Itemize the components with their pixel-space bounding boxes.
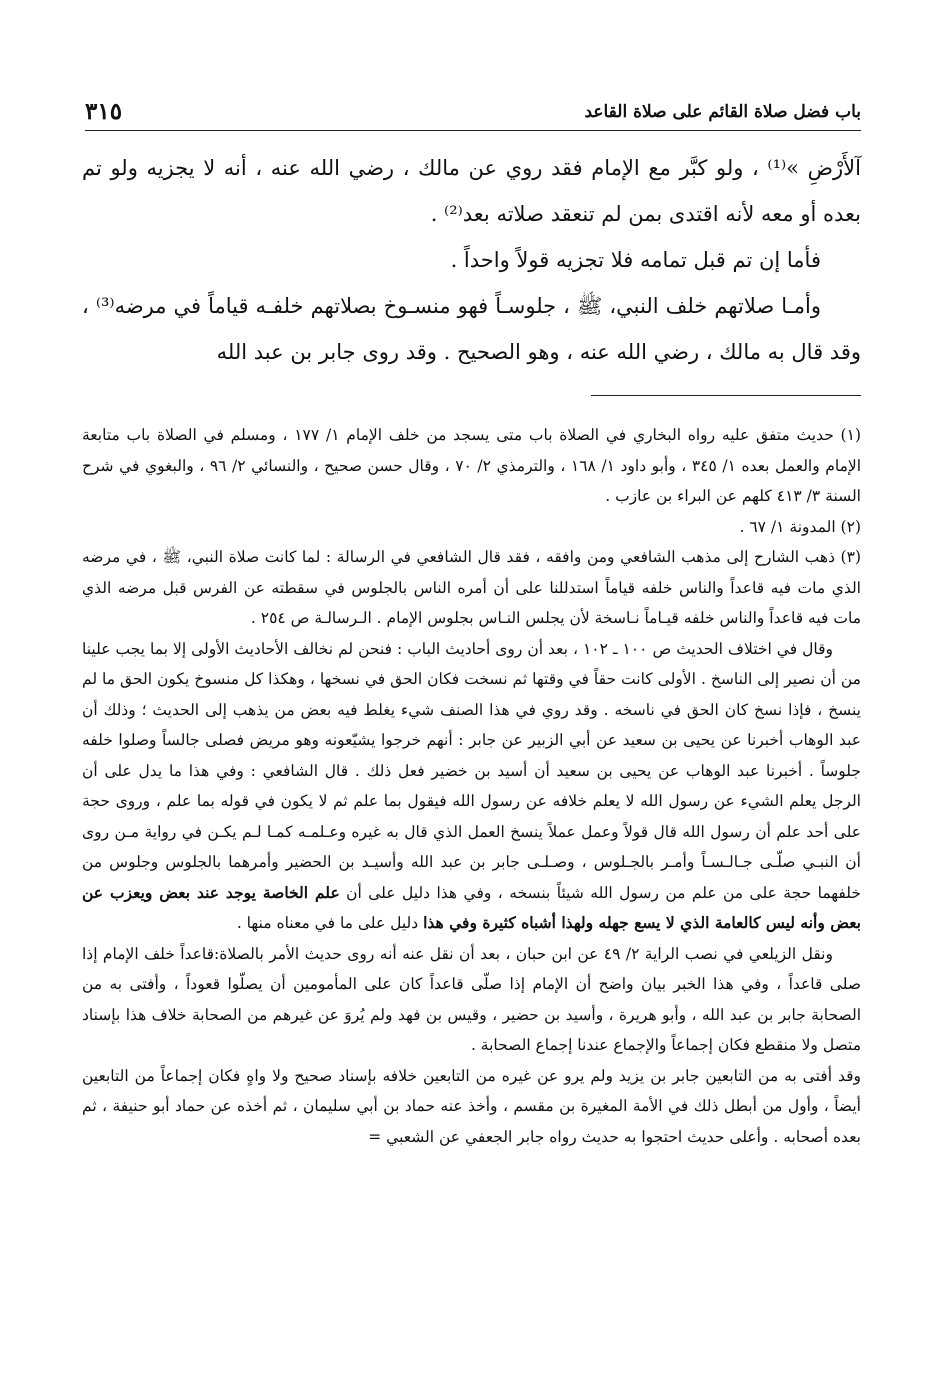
footnote-separator bbox=[591, 395, 861, 396]
footnote-3-paragraph-2-bold: علم الخاصة يوجد عند بعض ويعزب عن بعض وأنه ليس كالعامة الذي لا يسع جهله ولهذا أشباه كثيرة وفي هذا bbox=[82, 882, 861, 932]
footnote-3-paragraph-2-text: وقال في اختلاف الحديث ص ١٠٠ ـ ١٠٢ ، بعد أن روى أحاديث الباب : فنحن لم نخالف الأحاديث الأولى إلا بما يجب علينا من أن نصير إلى الناسخ . الأولى كانت حقاً في وقتها ثم نسخت فكان الحق في نسخها ، وهكذا كل منسوخ يكون الحق ما لم ينسخ ، فإذا نسخ كان الحق في ناسخه . وقد روي في هذا الصنف شيء يغلط فيه بعض من يذهب إلى الحديث ؛ وذلك أن عبد الوهاب أخبرنا عن يحيى بن سعيد عن أبي الزبير عن جابر : أنهم خرجوا يشيّعونه وهو مريض فصلى جالساً وصلوا خلفه جلوساً . أخبرنا عبد الوهاب عن يحيى بن سعيد أن أسيد بن خضير فعل ذلك . قال الشافعي : وفي هذا ما يدل على أن الرجل يعلم الشيء عن رسول الله لا يعلم خلافه عن رسول الله فيقول بما علم ثم لا يكون في قوله بما علم ، وروى حجة على أحد علم أن رسول الله قال قولاً وعمل عملاً ينسخ العمل الذي قال به غيره وعـلمـه كمـا لـم يكـن في رواية مـن روى أن النبـي صلّـى جـالـسـاً وأمـر بالجـلوس ، وصـلـى جابر بن عبد الله وأسيـد بن الحضير وأمرهما بالجلوس وجلوس من خلفهما حجة على من علم من رسول الله شيئاً بنسخه ، وفي هذا دليل على أن bbox=[82, 639, 861, 902]
footnote-3-paragraph-4: وقد أفتى به من التابعين جابر بن يزيد ولم يرو عن غيره من التابعين خلافه بإسناد صحيح ولا واهٍ فكان إجماعاً من التابعين أيضاً ، وأول من أبطل ذلك في الأمة المغيرة بن مقسم ، وأخذ عنه حماد بن أبي سليمان ، ثم أخذه عن حماد أبو حنيفة ، ثم بعده أصحابه . وأعلى حديث احتجوا به حديث رواه جابر الجعفي عن الشعبي = bbox=[82, 1066, 861, 1146]
main-paragraph-2: فأما إن تم قبل تمامه فلا تجزيه قولاً واحداً . bbox=[450, 248, 821, 272]
main-text bbox=[82, 145, 861, 375]
footnote-1: (١) حديث متفق عليه رواه البخاري في الصلاة باب متى يسجد من خلف الإمام ١/ ١٧٧ ، ومسلم في الصلاة باب متابعة الإمام والعمل بعده ١/ ٣٤٥ ، وأبو داود ١/ ١٦٨ ، والترمذي ٢/ ٧٠ ، وقال حسن صحيح ، والنسائي ٢/ ٩٦ ، والبغوي في شرح السنة ٣/ ٤١٣ كلهم عن البراء بن عازب . bbox=[82, 426, 862, 505]
footnote-2: (٢) المدونة ١/ ٦٧ . bbox=[739, 517, 861, 536]
footnote-3: (٣) ذهب الشارح إلى مذهب الشافعي ومن وافقه ، فقد قال الشافعي في الرسالة : لما كانت صلاة النبي، ﷺ ، في مرضه الذي مات فيه قاعداً والناس خلفه قياماً استدللنا على أن أمره الناس بالجلوس في سقطته عن الفرس قبل مرضه الذي مات فيه قاعداً والناس خلفه قيـاماً نـاسخة لأن يجلس النـاس بجلوس الإمام . الـرسالـة ص ٢٥٤ . bbox=[82, 548, 861, 627]
running-title: باب فضل صلاة القائم على صلاة القاعد bbox=[584, 102, 861, 122]
footnote-3-paragraph-2 bbox=[82, 634, 861, 939]
footnote-3-paragraph-3: ونقل الزيلعي في نصب الراية ٢/ ٤٩ عن ابن حبان ، بعد أن نقل عنه أنه روى حديث الأمر بالصلاة:قاعداً خلف الإمام إذا صلى قاعداً ، وفي هذا الخبر بيان واضح أن الإمام إذا صلّى قاعداً كان على المأمومين أن يصلّوا قعوداً ، وأفتى به من الصحابة جابر بن عبد الله ، وأبو هريرة ، وأسيد بن حضير ، وقيس بن فهد ولم يُروَ عن غيرهم من الصحابة خلاف هذا بإسناد متصل ولا منقطع فكان إجماعاً والإجماع عندنا إجماع الصحابة . bbox=[82, 944, 861, 1054]
main-paragraph-3: وأمـا صلاتهم خلف النبي، ﷺ ، جلوسـاً فهو منسـوخ بصلاتهم خلفـه قياماً في مرضه⁽³⁾ ، وقد قال به مالك ، رضي الله عنه ، وهو الصحيح . وقد روى جابر بن عبد الله bbox=[82, 294, 861, 364]
main-paragraph-1: آلأَرْضِ »⁽¹⁾ ، ولو كبَّر مع الإمام فقد روي عن مالك ، رضي الله عنه ، أنه لا يجزيه ولو تم بعده أو معه لأنه اقتدى بمن لم تنعقد صلاته بعد⁽²⁾ . bbox=[82, 156, 861, 226]
footnote-3-paragraph-2-end: دليل على ما في معناه منها . bbox=[236, 914, 419, 932]
page-number: ٣١٥ bbox=[85, 98, 123, 125]
footnotes bbox=[82, 420, 861, 1152]
page-header bbox=[85, 92, 861, 131]
